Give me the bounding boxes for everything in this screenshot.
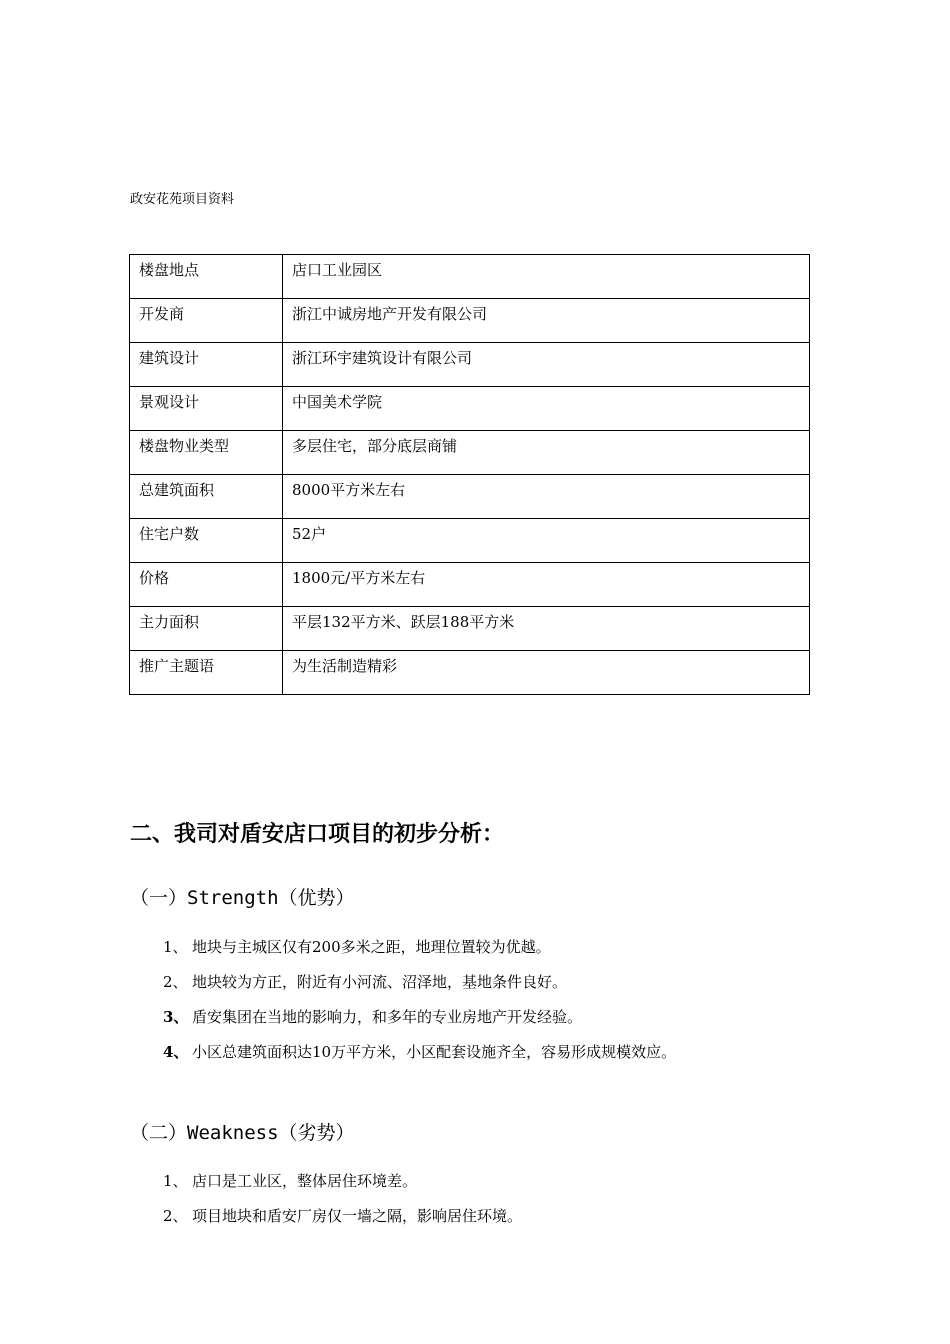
table-row <box>130 343 810 387</box>
table-label-cell: 推广主题语 <box>130 651 283 695</box>
table-label-cell: 住宅户数 <box>130 519 283 563</box>
table-label-cell: 价格 <box>130 563 283 607</box>
table-value-cell: 8000平方米左右 <box>283 475 810 519</box>
table-label-cell: 建筑设计 <box>130 343 283 387</box>
list-item-text: 店口是工业区，整体居住环境差。 <box>192 1172 418 1190</box>
table-value-cell: 52户 <box>283 519 810 563</box>
table-row <box>130 651 810 695</box>
table-row <box>130 563 810 607</box>
list-item-text: 地块与主城区仅有200多米之距，地理位置较为优越。 <box>192 938 551 956</box>
project-info-table <box>129 254 810 695</box>
table-row <box>130 299 810 343</box>
table-value-cell: 平层132平方米、跃层188平方米 <box>283 607 810 651</box>
table-label-cell: 楼盘物业类型 <box>130 431 283 475</box>
table-value-cell: 浙江环宇建筑设计有限公司 <box>283 343 810 387</box>
subheading-weakness: （二）Weakness（劣势） <box>130 1122 355 1144</box>
table-label-cell: 景观设计 <box>130 387 283 431</box>
weakness-list <box>163 1170 522 1240</box>
table-value-cell: 为生活制造精彩 <box>283 651 810 695</box>
list-item <box>163 1205 522 1240</box>
table-row <box>130 475 810 519</box>
table-label-cell: 开发商 <box>130 299 283 343</box>
table-label-cell: 总建筑面积 <box>130 475 283 519</box>
list-item-text: 项目地块和盾安厂房仅一墙之隔，影响居住环境。 <box>192 1207 523 1225</box>
table-row <box>130 607 810 651</box>
list-item-number: 2、 <box>163 1207 188 1225</box>
table-row <box>130 255 810 299</box>
table-value-cell: 浙江中诚房地产开发有限公司 <box>283 299 810 343</box>
list-item-number: 4、 <box>163 1043 189 1061</box>
table-label-cell: 主力面积 <box>130 607 283 651</box>
list-item-text: 盾安集团在当地的影响力，和多年的专业房地产开发经验。 <box>192 1008 583 1026</box>
section-heading-analysis: 二、我司对盾安店口项目的初步分析： <box>130 822 505 847</box>
table-value-cell: 多层住宅，部分底层商铺 <box>283 431 810 475</box>
table-label-cell: 楼盘地点 <box>130 255 283 299</box>
table-value-cell: 1800元/平方米左右 <box>283 563 810 607</box>
list-item-number: 1、 <box>163 1172 188 1190</box>
list-item-text: 小区总建筑面积达10万平方米，小区配套设施齐全，容易形成规模效应。 <box>192 1043 677 1061</box>
list-item-text: 地块较为方正，附近有小河流、沼泽地，基地条件良好。 <box>192 973 568 991</box>
list-item <box>163 936 676 971</box>
table-row <box>130 431 810 475</box>
table-value-cell: 中国美术学院 <box>283 387 810 431</box>
strength-list <box>163 936 676 1076</box>
list-item <box>163 971 676 1006</box>
table-value-cell: 店口工业园区 <box>283 255 810 299</box>
table-row <box>130 387 810 431</box>
list-item <box>163 1170 522 1205</box>
list-item-number: 2、 <box>163 973 188 991</box>
list-item-number: 1、 <box>163 938 188 956</box>
list-item-number: 3、 <box>163 1008 189 1026</box>
document-title: 政安花苑项目资料 <box>130 192 235 207</box>
list-item <box>163 1006 676 1041</box>
table-row <box>130 519 810 563</box>
subheading-strength: （一）Strength（优势） <box>130 887 355 909</box>
list-item <box>163 1041 676 1076</box>
